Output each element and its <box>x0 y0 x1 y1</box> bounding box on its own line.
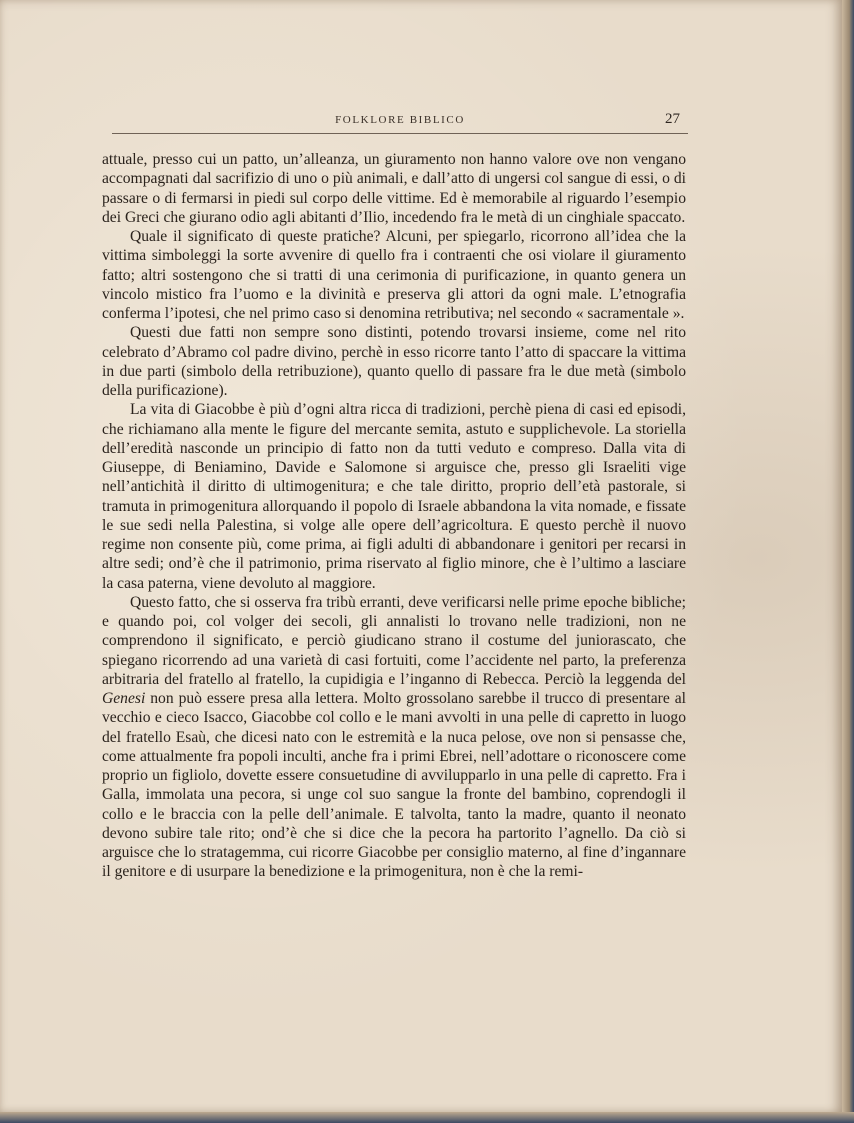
paragraph-5 <box>102 593 686 882</box>
paragraph-4: La vita di Giacobbe è più d’ogni altra ricca di tradizioni, perchè piena di casi ed episodi, che richiamano alla mente le figure del mercante semita, astuto e supplichevole. La storiella dell’eredità nasconde un principio di fatto non da tutti veduto e compreso. Dalla vita di Giuseppe, di Beniamino, Davide e Salomone si arguisce che, presso gli Israeliti vige nell’antichità il diritto di ultimogenitura; e che tale diritto, proprio dell’età pastorale, si tramuta in primogenitura allorquando il popolo di Israele abbandona la vita nomade, e fissate le sue sedi nella Palestina, si volge alle opere dell’agricoltura. E questo perchè il nuovo regime non consente più, come prima, ai figli adulti di abbandonare i genitori per recarsi in altre sedi; ond’è che il patrimonio, prima riservato al figlio minore, che è l’ultimo a lasciare la casa paterna, viene devoluto al maggiore. <box>102 401 686 592</box>
page-header <box>112 112 688 134</box>
page-edge <box>842 0 854 1123</box>
paragraph-5-text-a: Questo fatto, che si osserva fra tribù erranti, deve verificarsi nelle prime epoche bibliche; e quando poi, col volger dei secoli, gli annalisti lo trovano nelle tradizioni, non ne comprendono il significato, e perciò giudicano strano il costume del juniorascato, che spiegano ricorrendo ad una varietà di casi fortuiti, come l’accidente nel parto, la preferenza arbitraria del fratello al fratello, la cupidigia e l’inganno di Rebecca. Perciò la leggenda del <box>102 593 686 688</box>
book-title-genesi: Genesi <box>102 690 146 707</box>
paragraph-3: Questi due fatti non sempre sono distinti, potendo trovarsi insieme, come nel rito celebrato d’Abramo col padre divino, perchè in esso ricorre tanto l’atto di spaccare la vittima in due parti (simbolo della retribuzione), quanto quello di passare fra le due metà (simbolo della purificazione). <box>102 324 686 399</box>
paragraph-2: Quale il significato di queste pratiche? Alcuni, per spiegarlo, ricorrono all’idea che la vittima simboleggi la sorte avvenire di quello fra i contraenti che osi violare il giuramento fatto; altri sostengono che si tratti di una cerimonia di purificazione, in quanto genera un vincolo mistico fra l’uomo e la divinità e preserva gli attori da ogni male. L’etnografia conferma l’ipotesi, che nel primo caso si denomina retributiva; nel secondo « sacramentale ». <box>102 228 686 322</box>
body-text <box>102 150 686 882</box>
paragraph-5-text-b: non può essere presa alla lettera. Molto grossolano sarebbe il trucco di presentare al vecchio e cieco Isacco, Giacobbe col collo e le mani avvolti in una pelle di capretto in luogo del fratello Esaù, che dicesi nato con le estremità e la nuca pelose, ove non si pensasse che, come attualmente fra popoli inculti, anche fra i primi Ebrei, nell’adottare o riconoscere come proprio un figliolo, dovette essere consuetudine di avvilupparlo in una pelle di capretto. Fra i Galla, immolata una pecora, si unge col suo sangue la fronte del bambino, coprendogli il collo e le braccia con la pelle dell’animale. E talvolta, tanto la madre, quanto il neonato devono subire tale rito; ond’è che si dice che la pecora ha partorito l’agnello. Da ciò si arguisce che lo stratagemma, cui ricorre Giacobbe per consiglio materno, al fine d’ingannare il genitore e di usurpare la benedizione e la primogenitura, non è che la remi- <box>102 690 686 881</box>
paragraph-1: attuale, presso cui un patto, un’alleanza, un giuramento non hanno valore ove non vengano accompagnati dal sacrifizio di uno o più animali, e dall’atto di ungersi col sangue di essi, o di passare o di fermarsi in piedi sul corpo delle vittime. Ed è memorabile al riguardo l’esempio dei Greci che giurano odio agli abitanti d’Ilio, incedendo fra le metà di un cinghiale spaccato. <box>102 151 686 226</box>
running-head: FOLKLORE BIBLICO <box>335 114 465 126</box>
header-rule <box>112 133 688 134</box>
page-bottom-edge <box>0 1112 854 1123</box>
page-number: 27 <box>665 111 680 127</box>
